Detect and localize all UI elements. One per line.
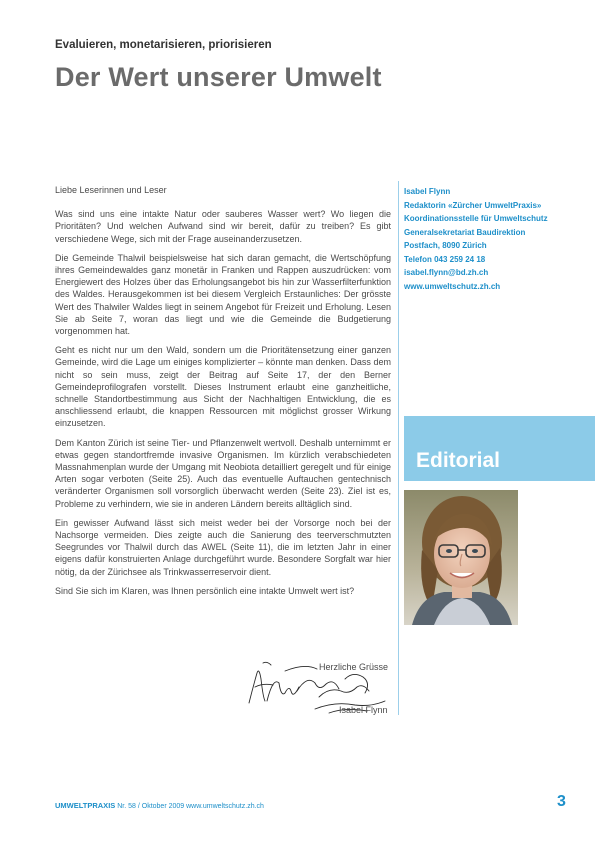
contact-office: Generalsekretariat Baudirektion — [404, 227, 526, 237]
article-body — [55, 184, 391, 604]
paragraph: Sind Sie sich im Klaren, was Ihnen persönlich eine intakte Umwelt wert ist? — [55, 585, 355, 596]
contact-block — [404, 185, 589, 293]
column-divider — [398, 181, 399, 715]
footer-brand: UMWELTPRAXIS — [55, 801, 116, 810]
editorial-box — [404, 416, 595, 481]
footer-issue: Nr. 58 / Oktober 2009 — [117, 803, 185, 810]
greeting: Liebe Leserinnen und Leser — [55, 185, 167, 195]
page-number: 3 — [557, 793, 566, 810]
section-label: Editorial — [416, 449, 501, 472]
paragraph: Was sind uns eine intakte Natur oder sauberes Wasser wert? Wo liegen die Prioritäten? Und welchen Aufwand sind wir bereit, dafür zu treiben? Es gibt verschiedene Wege, sich mit der Frage auseinanderzusetzen. — [55, 209, 391, 244]
contact-name: Isabel Flynn — [404, 187, 451, 196]
kicker: Evaluieren, monetarisieren, priorisieren — [55, 39, 272, 51]
paragraph: Die Gemeinde Thalwil beispielsweise hat sich daran gemacht, die Wertschöpfung ihres Gemeindewaldes ganz monetär in Franken und Rappen auszudrücken: vom Energiewert des Holzes über das Erholungsangebot bis hin zur Wasserfilterfunktion des Waldes. Herausgekommen ist bei diesem Vergleich Erstaunliches: Der grösste Wert des Thalwiler Waldes liegt in seinem Angebot für Freizeit und Erholung. Lesen Sie ab Seite 7, woran das liegt und wie die Gemeinde die Budgetierung vorgenommen hat. — [55, 252, 391, 337]
contact-department: Koordinationsstelle für Umweltschutz — [404, 214, 548, 223]
paragraph: Ein gewisser Aufwand lässt sich meist weder bei der Vorsorge noch bei der Nachsorge vermeiden. Dies zeigte auch die Sanierung des teerverschmutzten Seegrundes vor Thalwil durch das AWEL (Seite 11), die im letzten Jahr in einer eigens dafür konstruierten Anlage durchgeführt wurde. Besondere Sorgfalt war hier nötig, da der Zürichsee als Trinkwasserreservoir dient. — [55, 517, 391, 577]
paragraph: Geht es nicht nur um den Wald, sondern um die Prioritätensetzung einer ganzen Gemeinde, wird die Lage um einiges komplizierter – könnte man denken. Dass dem nicht so sein muss, zeigt der Beitrag auf Seite 17, der den Berner Gemeindeprofilografen vorstellt. Dieses Instrument erlaubt eine ganzheitliche, schnelle Standortbestimmung aus Sicht der Nachhaltigen Entwicklung, die es anschliessend erlaubt, die knappen Ressourcen mit möglichst grosser Wirkung einzusetzen. — [55, 345, 391, 429]
contact-phone: Telefon 043 259 24 18 — [404, 254, 486, 264]
contact-website[interactable]: www.umweltschutz.zh.ch — [404, 281, 501, 291]
contact-email[interactable]: isabel.flynn@bd.zh.ch — [404, 268, 489, 277]
footer — [55, 801, 264, 810]
paragraph: Dem Kanton Zürich ist seine Tier- und Pflanzenwelt wertvoll. Deshalb unternimmt er etwas gegen standortfremde invasive Organismen. Im kürzlich verabschiedeten Massnahmenplan wurde der Umgang mit Neobiota detailliert geregelt und für einige Arten sogar verboten (Seite 25). Auch das eventuelle Auftauchen gentechnisch veränderter Organismen soll vorsorglich überwacht werden (Seite 23). Ziel ist es, Probleme zu verhindern, wie sie in anderen Ländern bereits alltäglich sind. — [55, 437, 391, 509]
page-title: Der Wert unserer Umwelt — [55, 62, 382, 92]
signer-name: Isabel Flynn — [339, 705, 388, 715]
footer-url[interactable]: www.umweltschutz.zh.ch — [186, 803, 264, 810]
author-photo — [404, 490, 518, 625]
contact-address: Postfach, 8090 Zürich — [404, 241, 487, 250]
closing-greeting: Herzliche Grüsse — [319, 662, 389, 672]
contact-role: Redaktorin «Zürcher UmweltPraxis» — [404, 200, 542, 210]
